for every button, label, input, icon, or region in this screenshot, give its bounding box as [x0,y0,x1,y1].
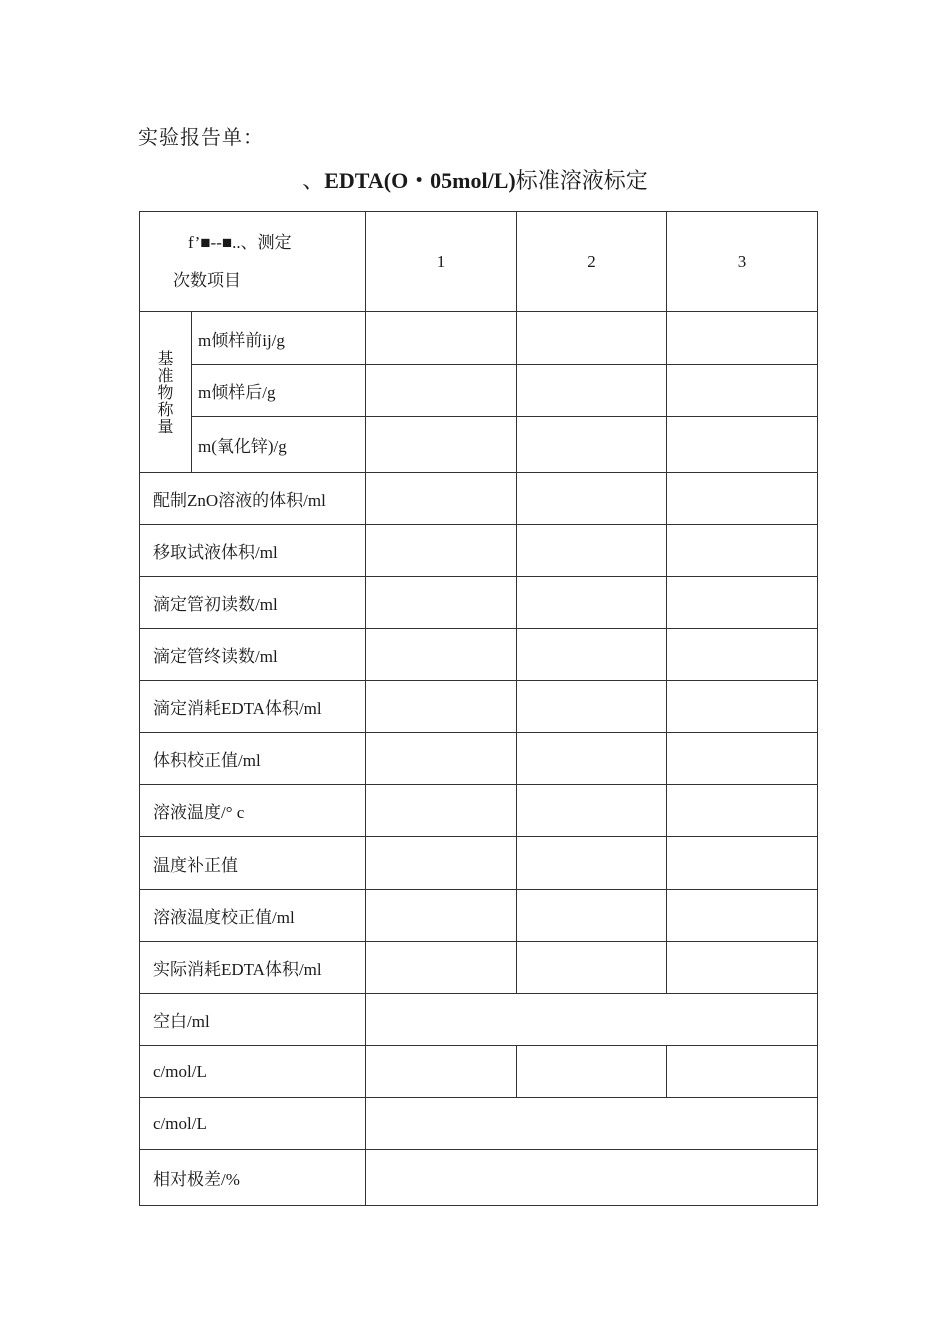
value-cell[interactable] [366,525,517,577]
table-row [140,525,818,577]
value-cell[interactable] [667,681,818,733]
value-cell[interactable] [667,733,818,785]
value-cell[interactable] [517,312,667,365]
merged-value-cell[interactable] [366,994,818,1046]
row-label: 溶液温度/° c [140,785,366,837]
title-prefix: 、 [302,168,325,193]
title-bold: EDTA(O・05mol/L) [324,168,516,193]
value-cell[interactable] [667,365,818,417]
value-cell[interactable] [366,312,517,365]
value-cell[interactable] [517,837,667,890]
group-label-char: 物 [157,382,174,402]
value-cell[interactable] [667,417,818,473]
value-cell[interactable] [366,681,517,733]
header-diag-line1: f’■--■..、测定 [188,232,292,252]
table-row [140,785,818,837]
value-cell[interactable] [517,1046,667,1098]
value-cell[interactable] [366,473,517,525]
value-cell[interactable] [366,365,517,417]
group-label-vertical [140,350,191,435]
row-label: 配制ZnO溶液的体积/ml [140,473,366,525]
row-label: 实际消耗EDTA体积/ml [140,942,366,994]
relative-range-row [140,1150,818,1206]
group-label-char: 量 [157,416,174,436]
header-diag-line2: 次数项目 [173,270,241,290]
table-row [140,577,818,629]
value-cell[interactable] [517,577,667,629]
value-cell[interactable] [667,577,818,629]
row-label: 滴定管初读数/ml [140,577,366,629]
value-cell[interactable] [667,785,818,837]
table-row [140,681,818,733]
row-label: 滴定管终读数/ml [140,629,366,681]
row-label: m倾样后/g [192,365,366,417]
value-cell[interactable] [667,312,818,365]
row-label: 空白/ml [140,994,366,1046]
value-cell[interactable] [366,629,517,681]
row-label: 相对极差/% [140,1150,366,1206]
title-rest: 标准溶液标定 [515,168,648,193]
value-cell[interactable] [667,473,818,525]
value-cell[interactable] [366,785,517,837]
value-cell[interactable] [517,365,667,417]
value-cell[interactable] [667,1046,818,1098]
group-label-char: 基 [157,348,174,368]
value-cell[interactable] [366,890,517,942]
value-cell[interactable] [517,525,667,577]
value-cell[interactable] [366,942,517,994]
row-label: m(氧化锌)/g [192,417,366,473]
table-row [140,733,818,785]
merged-value-cell[interactable] [366,1150,818,1206]
value-cell[interactable] [667,837,818,890]
value-cell[interactable] [366,577,517,629]
row-label: c/mol/L [140,1098,366,1150]
row-label: c/mol/L [140,1046,366,1098]
merged-value-cell[interactable] [366,1098,818,1150]
report-heading: 实验报告单： [138,127,264,149]
group-row-3 [140,417,818,473]
calibration-table [139,211,818,1206]
blank-row [140,994,818,1046]
value-cell[interactable] [366,417,517,473]
row-label: 溶液温度校正值/ml [140,890,366,942]
value-cell[interactable] [667,629,818,681]
value-cell[interactable] [667,525,818,577]
value-cell[interactable] [517,681,667,733]
value-cell[interactable] [667,890,818,942]
value-cell[interactable] [517,942,667,994]
table-row [140,942,818,994]
table-title [0,164,950,195]
value-cell[interactable] [517,890,667,942]
col-header-2: 2 [517,212,667,312]
value-cell[interactable] [517,785,667,837]
value-cell[interactable] [517,733,667,785]
row-label: 体积校正值/ml [140,733,366,785]
row-label: 温度补正值 [140,837,366,890]
table-row [140,890,818,942]
row-label: 移取试液体积/ml [140,525,366,577]
value-cell[interactable] [366,837,517,890]
group-label-char: 准 [157,365,174,385]
row-label: m倾样前ij/g [192,312,366,365]
table-row [140,837,818,890]
table-row [140,629,818,681]
mean-concentration-row [140,1098,818,1150]
value-cell[interactable] [517,473,667,525]
header-row [140,212,818,312]
row-label: 滴定消耗EDTA体积/ml [140,681,366,733]
value-cell[interactable] [667,942,818,994]
group-row-1 [140,312,818,365]
value-cell[interactable] [517,417,667,473]
concentration-row [140,1046,818,1098]
group-label-cell [140,312,192,473]
table-row [140,473,818,525]
value-cell[interactable] [366,1046,517,1098]
group-label-char: 称 [157,399,174,419]
col-header-1: 1 [366,212,517,312]
group-row-2 [140,365,818,417]
value-cell[interactable] [517,629,667,681]
col-header-3: 3 [667,212,818,312]
header-diagonal-cell [140,212,366,312]
value-cell[interactable] [366,733,517,785]
